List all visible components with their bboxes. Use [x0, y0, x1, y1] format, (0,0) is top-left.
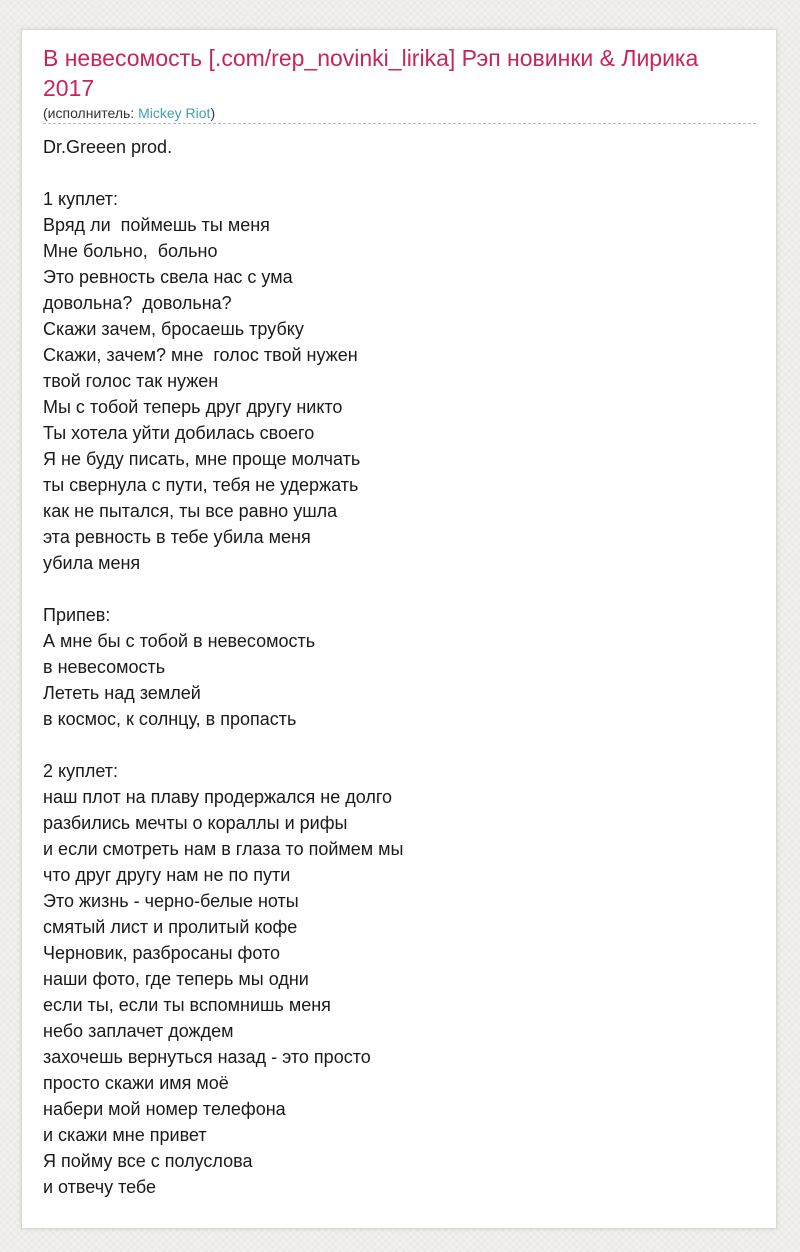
song-title: В невесомость [.com/rep_novinki_lirika] Рэп новинки & Лирика 2017	[43, 45, 699, 101]
lyrics-text: Dr.Greeen prod. 1 куплет: Вряд ли поймешь ты меня Мне больно, больно Это ревность свела нас с ума довольна? довольна? Скажи зачем, бросаешь трубку Скажи, зачем? мне голос твой нужен твой голос так нужен Мы с тобой теперь друг другу никто Ты хотела уйти добилась своего Я не буду писать, мне проще молчать ты свернула с пути, тебя не удержать как не пытался, ты все равно ушла эта ревность в тебе убила меня убила меня Припев: А мне бы с тобой в невесомость в невесомость Лететь над землей в космос, к солнцу, в пропасть 2 куплет: наш плот на плаву продержался не долго разбились мечты о кораллы и рифы и если смотреть нам в глаза то поймем мы что друг другу нам не по пути Это жизнь - черно-белые ноты смятый лист и пролитый кофе Черновик, разбросаны фото наши фото, где теперь мы одни если ты, если ты вспомнишь меня небо заплачет дождем захочешь вернуться назад - это просто просто скажи имя моё набери мой номер телефона и скажи мне привет Я пойму все с полуслова и отвечу тебе	[43, 137, 404, 1197]
artist-prefix: (исполнитель:	[43, 105, 139, 121]
lyrics-card	[21, 29, 777, 1229]
artist-link[interactable]: Mickey Riot	[138, 105, 211, 121]
artist-line	[43, 104, 215, 122]
artist-suffix: )	[210, 105, 216, 121]
title-divider	[43, 123, 756, 124]
